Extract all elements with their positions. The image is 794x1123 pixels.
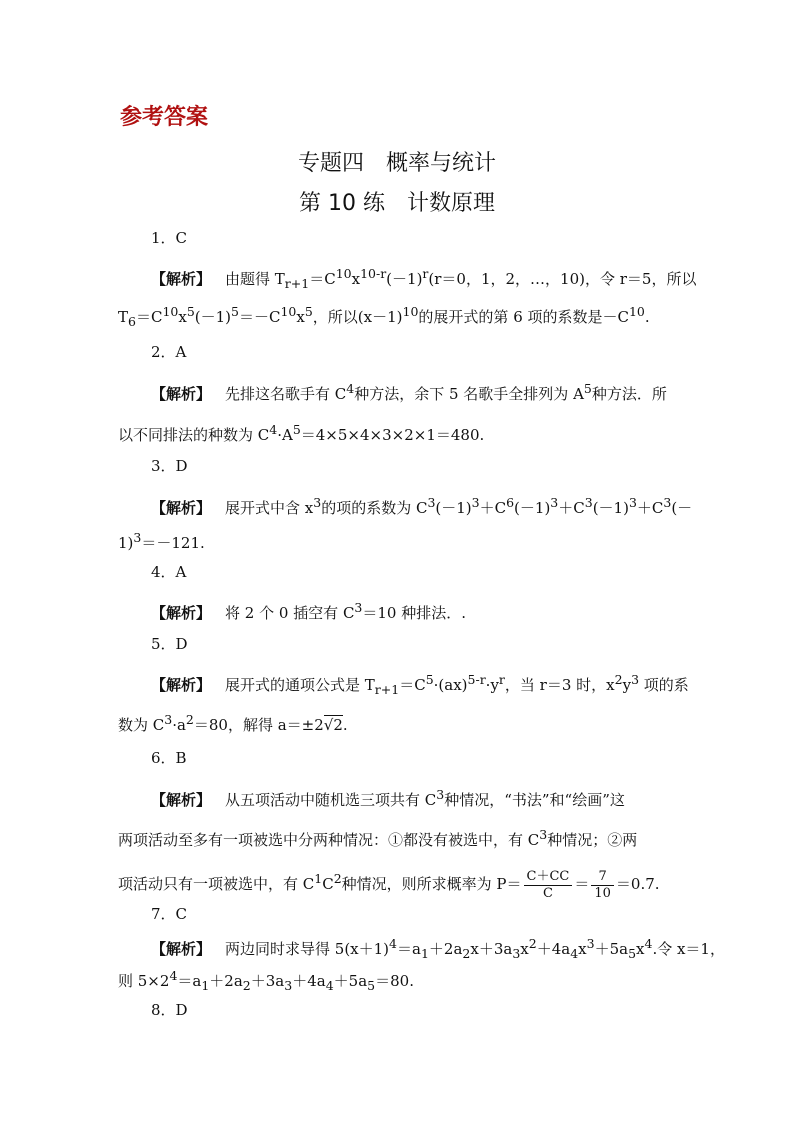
q3-explanation-line1: 【解析】 展开式中含 $x^3$的项的系数为 $C^3(-1)^3+C^6(-1)^3+C^3(-1)^3+C^3(-$	[151, 495, 693, 517]
q6-explanation-line1: 【解析】 从五项活动中随机选三项共有 $C^3$种情况，“书法”和“绘画”这	[151, 787, 625, 809]
q2-number: 2．A	[151, 343, 187, 361]
q5-number: 5．D	[151, 635, 188, 653]
q7-explanation-line2: 则 $5\times 2^4=a_1+2a_2+3a_3+4a_4+5a_5=80$.	[118, 968, 414, 993]
explanation-tag: 【解析】	[151, 270, 212, 288]
q2-explanation-line1: 【解析】 先排这名歌手有 $C^4$种方法，余下 5 名歌手全排列为 $A^5$种方法．所	[151, 381, 667, 403]
q8-number: 8．D	[151, 1001, 188, 1019]
q1-explanation-line1: 【解析】 由题得 $T_{r+1}=C^{10}x^{10-r}(-1)^r(r=0$，1，2，…，10)，令 r＝5，所以	[151, 266, 697, 291]
q7-number: 7．C	[151, 905, 188, 923]
q4-explanation: 【解析】 将 2 个 0 插空有 $C^3=10$ 种排法．.	[151, 600, 466, 622]
probability-fraction: $\frac{C+CC}{C}$	[524, 869, 573, 902]
result-fraction: $\frac{7}{10}$	[591, 869, 614, 902]
q7-explanation-line1: 【解析】 两边同时求导得 $5(x+1)^4=a_1+2a_2x+3a_3x^2+4a_4x^3+5a_5x^4$.令 x＝1，	[151, 936, 725, 961]
q1-number: 1．C	[151, 229, 188, 247]
q2-explanation-line2: 以不同排法的种数为 $C^4\cdot A^5=4\times 5\times 4\times 3\times 2\times 1=480$.	[118, 422, 485, 444]
q6-explanation-line3: 项活动只有一项被选中，有 $C^1C^2$种情况，则所求概率为 P＝ $\frac{C+CC}{C}$ ＝ $\frac{7}{10}$ ＝0.7.	[118, 868, 660, 901]
q4-number: 4．A	[151, 563, 187, 581]
q1-explanation-line2: $T_6=C^{10}x^5(-1)^5=-C^{10}x^5$，所以$(x-1)^{10}$的展开式的第 6 项的系数是$-C^{10}$.	[118, 304, 650, 329]
q5-explanation-line1: 【解析】 展开式的通项公式是 $T_{r+1}=C^5\cdot(ax)^{5-r}\cdot y^r$，当 r＝3 时，$x^2y^3$ 项的系	[151, 672, 689, 697]
q3-number: 3．D	[151, 457, 188, 475]
q3-explanation-line2: 1)$^3$＝－121.	[118, 530, 205, 552]
q6-number: 6．B	[151, 749, 187, 767]
topic-title: 专题四 概率与统计	[297, 151, 496, 176]
sqrt-symbol: √2	[323, 716, 343, 734]
answer-heading: 参考答案	[120, 105, 209, 130]
q5-explanation-line2: 数为 $C^3\cdot a^2=80$，解得 a＝±2√2.	[118, 712, 348, 734]
q6-explanation-line2: 两项活动至多有一项被选中分两种情况：①都没有被选中，有 $C^3$种情况；②两	[118, 827, 638, 849]
lesson-title: 第 10 练 计数原理	[299, 191, 495, 216]
